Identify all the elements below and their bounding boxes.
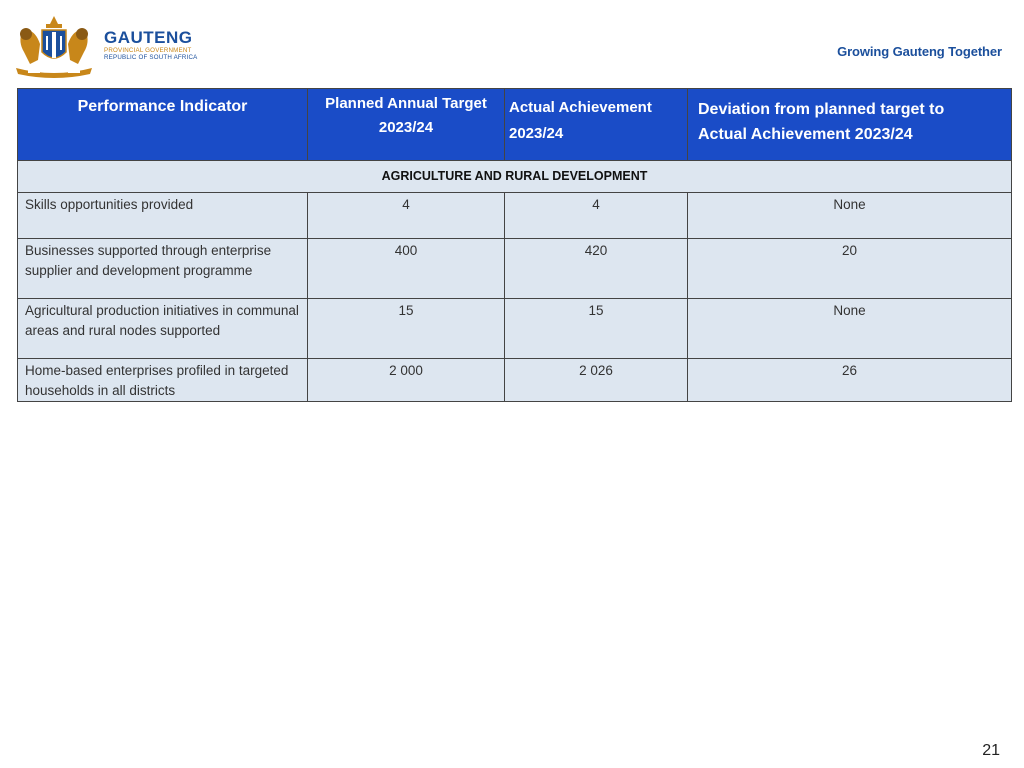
page-header bbox=[0, 0, 1024, 85]
actual-cell: 420 bbox=[505, 239, 688, 299]
deviation-cell: 26 bbox=[688, 359, 1012, 402]
deviation-cell: 20 bbox=[688, 239, 1012, 299]
planned-cell: 2 000 bbox=[308, 359, 505, 402]
tagline: Growing Gauteng Together bbox=[837, 44, 1002, 59]
indicator-cell: Agricultural production initiatives in communal areas and rural nodes supported bbox=[18, 299, 308, 359]
actual-cell: 2 026 bbox=[505, 359, 688, 402]
header-actual bbox=[505, 89, 688, 161]
section-row bbox=[18, 161, 1012, 193]
deviation-cell: None bbox=[688, 299, 1012, 359]
header-planned-line1: Planned Annual Target bbox=[325, 95, 487, 112]
header-actual-line1: Actual Achievement bbox=[509, 99, 652, 116]
table-row bbox=[18, 193, 1012, 239]
planned-cell: 4 bbox=[308, 193, 505, 239]
actual-cell: 15 bbox=[505, 299, 688, 359]
actual-cell: 4 bbox=[505, 193, 688, 239]
indicator-cell: Businesses supported through enterprise supplier and development programme bbox=[18, 239, 308, 299]
deviation-cell: None bbox=[688, 193, 1012, 239]
planned-cell: 400 bbox=[308, 239, 505, 299]
header-planned-line2: 2023/24 bbox=[378, 119, 434, 136]
header-deviation bbox=[688, 89, 1012, 161]
coat-of-arms-icon bbox=[10, 12, 100, 78]
header-actual-line2: 2023/24 bbox=[509, 125, 564, 142]
section-title: AGRICULTURE AND RURAL DEVELOPMENT bbox=[18, 161, 1012, 193]
logo-name: GAUTENG bbox=[104, 28, 193, 47]
indicator-cell: Home-based enterprises profiled in targeted households in all districts bbox=[18, 359, 308, 402]
logo-country: REPUBLIC OF SOUTH AFRICA bbox=[104, 54, 198, 61]
header-deviation-line1: Deviation from planned target to bbox=[698, 101, 945, 118]
page-number: 21 bbox=[982, 742, 1000, 759]
performance-table bbox=[17, 88, 1012, 402]
table-header-row bbox=[18, 89, 1012, 161]
logo-subtitle: PROVINCIAL GOVERNMENT bbox=[104, 47, 192, 54]
planned-cell: 15 bbox=[308, 299, 505, 359]
header-indicator: Performance Indicator bbox=[18, 89, 308, 161]
logo-text bbox=[104, 29, 198, 61]
header-planned bbox=[308, 89, 505, 161]
table-row bbox=[18, 359, 1012, 402]
table-row bbox=[18, 299, 1012, 359]
indicator-cell: Skills opportunities provided bbox=[18, 193, 308, 239]
header-deviation-line2: Actual Achievement 2023/24 bbox=[698, 126, 913, 143]
table-row bbox=[18, 239, 1012, 299]
gauteng-logo bbox=[10, 10, 200, 80]
